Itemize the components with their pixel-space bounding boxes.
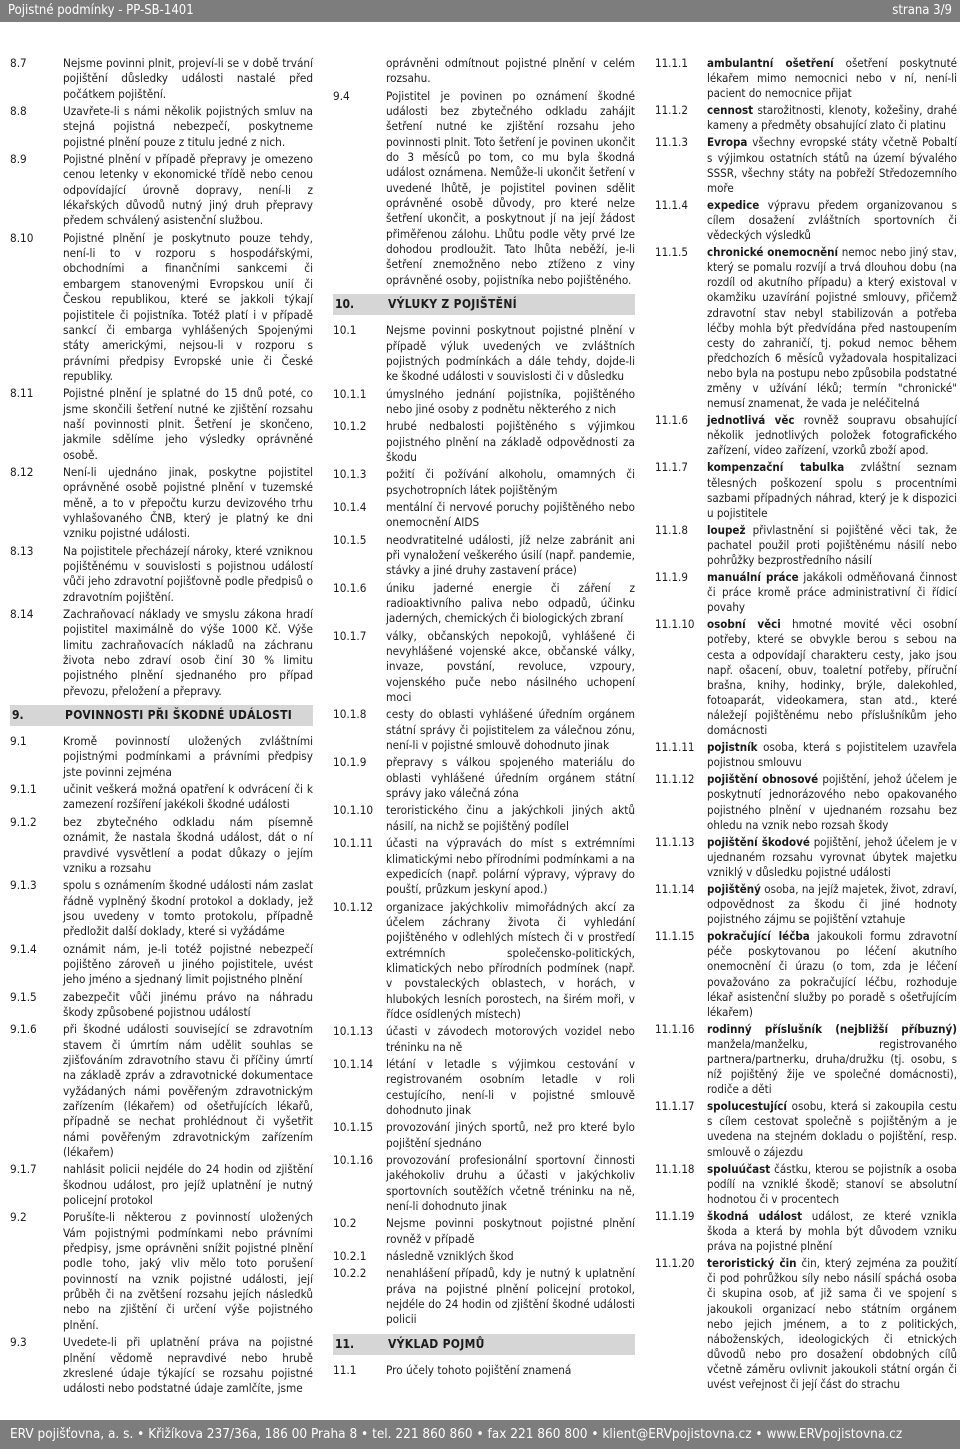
clause-number: 9.3 — [10, 1335, 27, 1350]
clause-number: 11.1.13 — [655, 834, 695, 849]
clause-item — [333, 1153, 635, 1214]
clause-text: událost, ze které vznikla škoda a která by mohla být důvodem vzniku práva na pojistné plnění — [707, 1208, 957, 1254]
clause-number: 9.1 — [10, 734, 27, 749]
clause-number: 10.2.1 — [333, 1249, 367, 1264]
clause-number: 8.13 — [10, 543, 34, 558]
defined-term: manuální práce — [707, 570, 799, 585]
clause-text: všechny evropské státy včetně Pobaltí s výjimkou ostatních států na území bývalého SSSR, všechny státy na pobřeží Středozemního moře — [707, 135, 957, 195]
clause-number: 9.1.6 — [10, 1022, 37, 1037]
clause-number: 10.1.10 — [333, 803, 374, 818]
clause-item — [333, 1216, 635, 1247]
clause-number: 10.1.1 — [333, 386, 367, 401]
clause-item — [333, 1266, 635, 1327]
clause-number: 9.1.4 — [10, 941, 37, 956]
defined-term: kompenzační tabulka — [707, 460, 845, 475]
clause-text: čin, který zejména za použití či pod pohrůžkou síly nebo násilí spáchá osoba či skupina osob, ať již sama či ve spojení s jakoukoli organizací nebo státním orgánem nebo jejich jménem, a to z politických, náboženských, ideologických či etnických důvodů nebo pro dosažení obdobných cílů včetně záměru ovlivnit jakoukoli státní orgán či uvést veřejnost či její část do strachu — [707, 1256, 958, 1391]
clause-number: 8.7 — [10, 56, 27, 70]
clause-item — [333, 533, 635, 579]
clause-number: 11.1.3 — [655, 135, 688, 150]
clause-text: osoba, na jejíž majetek, život, zdraví, odpovědnost za škodu či jiné hodnoty pojistného zájmu se pojištění vztahuje — [707, 881, 958, 927]
clause-item — [333, 836, 635, 897]
page-number: strana 3/9 — [892, 3, 952, 18]
clause-text: cesty do oblasti vyhlášené úředním orgánem státní správy či pojistitelem za válečnou zónu, není-li v pojistné smlouvě dohodnuto jinak — [386, 707, 635, 753]
clause-text: Pojistné plnění je poskytnuto pouze tehdy, není-li to v rozporu s hospodářskými, obchodními a finančními sankcemi či embargem stanovenými Evropskou unií či Českou republikou, které se jakkoli týkají pojistitele či pojistníka. Totéž platí i v případě sankcí či embarga vyhlášených Spojenými státy americkými, nejsou-li v rozporu s právními předpisy Evropské unie či České republiky. — [63, 230, 313, 383]
defined-term: pokračující léčba — [707, 929, 810, 944]
clause-number: 8.14 — [10, 607, 34, 622]
clause-text: spolu s oznámením škodné události nám zaslat řádně vyplněný škodní protokol a doklady, jež jsou uvedeny v tomto protokolu, případně předložit další doklady, které si vyžádáme — [63, 878, 313, 939]
clause-item — [333, 1363, 635, 1378]
clause-text: jakoukoli formu zdravotní péče poskytovanou po léčení akutního onemocnění či úrazu (o tom, zda je léčení považováno za pokračující léčbu, rozhoduje lékař asistenční služby po poradě s ošetřujícím lékařem) — [707, 929, 957, 1019]
clause-text: osoba, která s pojistitelem uzavřela pojistnou smlouvu — [707, 740, 957, 770]
clause-item — [10, 607, 313, 699]
section-title: POVINNOSTI PŘI ŠKODNÉ UDÁLOSTI — [65, 708, 293, 723]
defined-term: chronické onemocnění — [707, 245, 839, 260]
clause-number: 9.4 — [333, 88, 350, 103]
clause-text: Uvedete-li při uplatnění práva na pojistné plnění vědomě nepravdivé nebo hrubě zkreslené údaje týkající se rozsahu pojistné události nebo podstatné údaje zamlčíte, jsme — [63, 1335, 313, 1396]
defined-term: Evropa — [707, 135, 748, 150]
clause-number: 11.1.12 — [655, 772, 695, 787]
page-footer: ERV pojišťovna, a. s. • Křižíkova 237/36a, 186 00 Praha 8 • tel. 221 860 860 • fax 221 860 800 • klient@ERVpojistovna.cz • www.ERVpojistovna.cz — [0, 1420, 960, 1449]
clause-item — [655, 1162, 957, 1207]
clause-item — [333, 323, 635, 384]
clause-number: 10.1.7 — [333, 628, 367, 643]
clause-number: 10.1.2 — [333, 419, 367, 434]
clause-number: 9.2 — [10, 1210, 27, 1225]
clause-item — [10, 878, 313, 939]
clause-item — [10, 1022, 313, 1160]
clause-item — [333, 89, 635, 288]
defined-term: pojištěný — [707, 881, 761, 896]
clause-text: pojištění, jehož účelem je v ujednaném rozsahu vyrovnat úbytek majetku vzniklý v důsledku pojistné události — [707, 834, 957, 879]
clause-number: 9.1.7 — [10, 1162, 37, 1177]
clause-number: 11.1.2 — [655, 103, 688, 118]
clause-text: úmyslného jednání pojistníka, pojištěného nebo jiné osoby z podnětu některého z nich — [386, 386, 635, 416]
clause-number: 9.1.2 — [10, 814, 37, 829]
clause-text: manžela/manželku, registrovaného partnera/partnerku, druha/družku (tj. osobu, s níž pojištěný žije ve společné domácnosti), rodiče a děti — [707, 1036, 957, 1097]
clause-item — [333, 629, 635, 706]
clause-item — [333, 803, 635, 834]
clause-text: neodvratitelné události, jíž nelze zabránit ani při vynaložení veškerého úsilí (např. pandemie, stávky a jiné druhy zastavení práce) — [386, 532, 635, 578]
clause-number: 8.10 — [10, 230, 34, 245]
defined-term: pojištění škodové — [707, 834, 810, 849]
clause-number: 8.11 — [10, 386, 34, 401]
clause-text: teroristického činu a jakýchkoli jiných aktů násilí, na nichž se pojištěný podílel — [386, 803, 635, 833]
clause-item — [655, 413, 957, 458]
clause-text: mentální či nervové poruchy pojištěného nebo onemocnění AIDS — [386, 499, 635, 530]
clause-text: bez zbytečného odkladu nám písemně oznámit, že nastala škodná událost, dát o ní pravdivé vysvětlení a podat důkazy o jejím vzniku a rozsahu — [63, 814, 313, 875]
clause-number: 10.1.5 — [333, 532, 367, 547]
clause-number: 10.1.4 — [333, 499, 367, 514]
clause-item — [655, 523, 957, 568]
section-number: 9. — [12, 708, 24, 723]
clause-text: přepravy s válkou spojeného materiálu do oblasti vyhlášené úředním orgánem státní správy jako válečná zóna — [386, 755, 635, 801]
section-title: VÝKLAD POJMŮ — [388, 1336, 485, 1351]
clause-number: 8.8 — [10, 104, 27, 119]
clause-text: Nejsme povinni poskytnout pojistné plnění v případě výluk uvedených ve zvláštních pojistných podmínkách a dále tehdy, dojde-li ke škodné události v souvislosti či v důsledku — [386, 323, 635, 384]
clause-item — [10, 990, 313, 1021]
clause-item — [333, 387, 635, 418]
clause-item — [10, 104, 313, 150]
section-number: 11. — [335, 1336, 355, 1351]
clause-text: přivlastnění si pojištěné věci tak, že pachatel použil proti pojištěnému násilí nebo pohrůžky bezprostředního násilí — [707, 522, 957, 567]
clause-item — [333, 1057, 635, 1118]
column-right — [655, 56, 957, 1394]
clause-number: 10.1.12 — [333, 899, 374, 914]
clause-text: Pojistitel je povinen po oznámení škodné události bez zbytečného odkladu zahájit šetření nutné ke zjištění rozsahu jeho povinnosti plnit. Toto šetření je povinen ukončit do 3 měsíců po tom, co mu byla škodná událost oznámena. Nemůže-li ukončit šetření v uvedené lhůtě, je pojistitel povinen sdělit oprávněné osobě důvody, pro které nelze šetření ukončit, a poskytnout jí na její žádost přiměřenou zálohu. Lhůtu podle věty prvé lze dohodou prodloužit. Tato lhůta neběží, je-li šetření znemožněno nebo ztíženo z viny oprávněné osoby, pojistníka nebo pojištěného. — [386, 88, 635, 287]
clause-number: 10.1 — [333, 323, 357, 338]
clause-number: 10.2 — [333, 1216, 357, 1231]
clause-number: 11.1.4 — [655, 197, 688, 212]
clause-number: 10.1.3 — [333, 467, 367, 482]
clause-text: nenahlášení případů, kdy je nutný k uplatnění práva na pojistné plnění policejní protokol, nejdéle do 24 hodin od zjištění škodné události policii — [386, 1266, 635, 1327]
clause-item — [655, 882, 957, 927]
clause-item — [655, 617, 957, 738]
clause-text: úniku jaderné energie či záření z radioaktivního paliva nebo odpadů, účinku jaderných, chemických či biologických zbraní — [386, 580, 635, 626]
clause-text: Uzavřete-li s námi několik pojistných smluv na stejná pojistná nebezpečí, poskytneme pojistné plnění pouze z titulu jedné z nich. — [63, 104, 313, 149]
clause-number: 10.1.6 — [333, 580, 367, 595]
clause-number: 11.1.9 — [655, 570, 688, 585]
clause-number: 11.1 — [333, 1362, 357, 1377]
defined-term: ambulantní ošetření — [707, 56, 834, 70]
clause-text: hmotné movité věci osobní potřeby, které se obvykle berou s sebou na cesta a odpovídají charakteru cesty, jako jsou např. ošacení, obuv, toaletní potřeby, příruční brašna, knihy, hodinky, brýle, dalekohled, fotoaparát, videokamera, stan atd., které náležejí pojištěnému nebo příslušníkům jeho domácnosti — [707, 617, 957, 738]
section-heading — [333, 1334, 635, 1355]
column-middle — [333, 56, 635, 1380]
clause-text: hrubé nedbalosti pojištěného s výjimkou pojistného plnění na základě odpovědnosti za škodu — [386, 419, 635, 464]
defined-term: cennost — [707, 103, 754, 118]
clause-number: 10.1.8 — [333, 707, 367, 722]
defined-term: pojistník — [707, 740, 758, 755]
defined-term: jednotlivá věc — [707, 413, 795, 428]
defined-term: expedice — [707, 197, 760, 212]
clause-item — [10, 152, 313, 229]
clause-item — [655, 198, 957, 243]
clause-number: 11.1.14 — [655, 881, 695, 896]
column-left — [10, 56, 313, 1399]
section-heading — [10, 705, 313, 726]
clause-number: 11.1.11 — [655, 740, 695, 755]
section-title: VÝLUKY Z POJIŠTĚNÍ — [388, 297, 517, 312]
clause-number: 10.1.16 — [333, 1153, 374, 1168]
clause-number: 10.2.2 — [333, 1266, 367, 1281]
clause-number: 10.1.15 — [333, 1120, 374, 1135]
clause-item — [333, 1024, 635, 1055]
clause-text: nahlásit policii nejdéle do 24 hodin od zjištění škodnou událost, pro jejíž uplatnění je nutný policejní protokol — [63, 1162, 313, 1208]
clause-text: jakákoli odměňovaná činnost či práce kromě práce administrativní či řídicí povahy — [707, 570, 957, 615]
clause-text: oznámit nám, je-li totéž pojistné nebezpečí pojištěno zároveň u jiného pojistitele, uvést jeho jméno a sjednaný limit pojistného plnění — [63, 941, 313, 987]
clause-item — [10, 1162, 313, 1208]
clause-item — [10, 734, 313, 780]
clause-item — [10, 544, 313, 605]
clause-item — [655, 1256, 957, 1392]
defined-term: osobní věci — [707, 617, 781, 632]
clause-text: požití či požívání alkoholu, omamných či psychotropních látek pojištěným — [386, 467, 635, 497]
clause-number: 10.1.13 — [333, 1024, 374, 1039]
clause-number: 10.1.11 — [333, 836, 374, 851]
clause-item — [10, 1210, 313, 1333]
clause-number: 11.1.7 — [655, 460, 688, 475]
clause-number: 11.1.19 — [655, 1208, 695, 1223]
clause-text: Nejsme povinni poskytnout pojistné plnění rovněž v případě — [386, 1216, 635, 1246]
clause-item — [10, 782, 313, 813]
continued-text: oprávněni odmítnout pojistné plnění v celém rozsahu. — [386, 56, 635, 86]
clause-item — [655, 103, 957, 133]
clause-item — [10, 56, 313, 102]
clause-text: následně vzniklých škod — [386, 1249, 514, 1264]
clause-item — [655, 929, 957, 1020]
clause-text: organizace jakýchkoliv mimořádných akcí za účelem záchrany života či vyhledání pojištěného v odlehlých místech či v prostředí extrémních společensko-politických, klimatických nebo přírodních podmínek (např. v povstaleckých oblastech, v horách, v hlubokých lesních porostech, na širém moři, v řídce osídlených místech) — [386, 899, 635, 1021]
clause-number: 11.1.16 — [655, 1021, 695, 1036]
clause-number: 11.1.17 — [655, 1099, 695, 1114]
section-heading — [333, 294, 635, 315]
clause-text: létání v letadle s výjimkou cestování v registrovaném osobním letadle v roli cestujícího, není-li v pojistné smlouvě dohodnuto jinak — [386, 1056, 635, 1117]
clause-number: 11.1.1 — [655, 56, 688, 70]
clause-text: provozování jiných sportů, než pro které bylo pojištění sjednáno — [386, 1120, 635, 1150]
clause-item — [10, 1335, 313, 1396]
clause-text: rovněž soupravu obsahující několik jednotlivých položek fotografického zařízení, video zařízení, vzorků zboží apod. — [707, 413, 957, 458]
clause-text: nemoc nebo jiný stav, který se pomalu rozvíjí a trvá dlouhou dobu (na rozdíl od akutního případu) a který existoval v okamžiku uzavírání pojistné smlouvy, přičemž zdravotní stav nebyl stabilizován a potřeba léčby mohla být předvídána před nastoupením cesty do zahraničí, tj. pokud nemoc během předchozích 6 měsíců vyžadovala hospitalizaci nebo byla na postupu nebo způsobila podstatné změny v užívání léků; termín "chronické" nemusí znamenat, že vada je neléčitelná — [707, 245, 957, 411]
clause-text: Porušíte-li některou z povinností uložených Vám pojistnými podmínkami nebo právními předpisy, jsme oprávněni snížit pojistné plnění podle toho, jaký vliv mělo toto porušení povinností na vznik pojistné události, její průběh či na zvětšení rozsahu jejích následků nebo na zjištění či určení výše pojistného plnění. — [63, 1210, 313, 1332]
clause-item — [10, 386, 313, 463]
clause-text: Nejsme povinni plnit, projeví-li se v době trvání pojištění důsledky události nastalé před počátkem pojištění. — [63, 56, 313, 101]
clause-number: 11.1.8 — [655, 522, 688, 537]
clause-item — [655, 1022, 957, 1097]
clause-text: Kromě povinností uložených zvláštními pojistnými podmínkami a právními předpisy jste povinni zejména — [63, 734, 313, 779]
defined-term: teroristický čin — [707, 1256, 797, 1271]
clause-item — [655, 1209, 957, 1254]
clause-item — [333, 1120, 635, 1151]
clause-item — [655, 740, 957, 770]
clause-text: při škodné události související se zdravotním stavem či úmrtím nám udělit souhlas se zjišťováním zdravotního stavu či příčiny úmrtí na základě zpráv a zdravotnické dokumentace vyžádaných námi pověřeným zdravotnickým zařízením (lékařem) od ošetřujících lékařů, případně se nechat prohlédnout či vyšetřit námi pověřeným zdravotnickým zařízením (lékařem) — [63, 1022, 313, 1160]
clause-text: zabezpečit vůči jinému právo na náhradu škody způsobené pojistnou událostí — [63, 989, 313, 1019]
clause-number: 11.1.18 — [655, 1161, 695, 1176]
clause-item — [655, 245, 957, 411]
clause-text: Pojistné plnění v případě přepravy je omezeno cenou letenky v ekonomické třídě nebo cenou odpovídající úrovně dopravy, není-li z lékařských důvodů nutný jiný druh přepravy předem schválený asistenční službou. — [63, 152, 313, 228]
clause-text: pojištění, jehož účelem je poskytnutí jednorázového nebo opakovaného pojistného plnění v ujednaném rozsahu bez ohledu na vznik nebo rozsah škody — [707, 772, 957, 832]
clause-text: Na pojistitele přecházejí nároky, které vzniknou pojištěnému v souvislosti s pojistnou událostí vůči jeho zdravotní pojišťovně podle předpisů o zdravotním pojištění. — [63, 543, 313, 604]
defined-term: škodná událost — [707, 1208, 803, 1223]
clause-item — [333, 500, 635, 531]
clause-text: částku, kterou se pojistník a osoba podílí na vzniklé škodě; stanoví se absolutní hodnotou či v procentech — [707, 1161, 957, 1206]
clause-number: 11.1.5 — [655, 245, 688, 260]
clause-item — [655, 56, 957, 101]
clause-text: provozování profesionální sportovní činnosti jakéhokoliv druhu a účasti v jakýchkoliv sportovních soutěžích včetně tréninku na ně, není-li dohodnuto jinak — [386, 1153, 635, 1214]
clause-number: 11.1.15 — [655, 929, 695, 944]
clause-text: starožitnosti, klenoty, kožešiny, drahé kameny a předměty obsahující zlato či platinu — [707, 103, 957, 133]
clause-item — [655, 135, 957, 195]
defined-term: spolucestující — [707, 1099, 787, 1114]
clause-number: 9.1.1 — [10, 782, 37, 797]
clause-text: osobu, která si zakoupila cestu s cílem cestovat společně s pojištěným a je uvedena na stejném dokladu o pojištění, resp. smlouvě o zájezdu — [707, 1099, 957, 1159]
defined-term: pojištění obnosové — [707, 772, 819, 787]
clause-item — [333, 419, 635, 465]
clause-number: 11.1.6 — [655, 413, 688, 428]
clause-text: učinit veškerá možná opatření k odvrácení či k zamezení rozšíření jakékoli škodné události — [63, 782, 313, 812]
clause-text: Pojistné plnění je splatné do 15 dnů poté, co jsme skončili šetření nutné ke zjištění rozsahu naší povinnosti plnit. Šetření je skončeno, jakmile sdělíme jeho výsledky oprávněné osobě. — [63, 386, 313, 462]
clause-number: 11.1.10 — [655, 617, 695, 632]
clause-number: 8.9 — [10, 152, 27, 167]
clause-item — [10, 942, 313, 988]
page-header — [0, 0, 960, 22]
clause-text: Není-li ujednáno jinak, poskytne pojistitel oprávněné osobě pojistné plnění v tuzemské měně, a to v přepočtu kurzu devizového trhu vyhlašovaného ČNB, který je platný ke dni vzniku pojistné události. — [63, 464, 313, 541]
clause-item — [333, 755, 635, 801]
clause-text: války, občanských nepokojů, vyhlášené či nevyhlášené vojenské akce, občanské války, invaze, povstání, revoluce, vzpoury, vojenského puče nebo násilného uchopení moci — [386, 628, 635, 705]
clause-item — [655, 772, 957, 832]
defined-term: rodinný příslušník (nejbližší příbuzný) — [707, 1021, 957, 1036]
clause-text: Pro účely tohoto pojištění znamená — [386, 1362, 572, 1377]
clause-item — [333, 467, 635, 498]
clause-item — [10, 465, 313, 542]
clause-number: 11.1.20 — [655, 1256, 695, 1271]
clause-number: 8.12 — [10, 464, 34, 479]
clause-item — [655, 570, 957, 615]
clause-number: 9.1.5 — [10, 989, 37, 1004]
section-number: 10. — [335, 297, 355, 312]
clause-number: 10.1.14 — [333, 1056, 374, 1071]
clause-number: 9.1.3 — [10, 878, 37, 893]
defined-term: spoluúčast — [707, 1161, 771, 1176]
clause-item — [655, 460, 957, 520]
clause-text: ošetření poskytnuté lékařem mimo nemocnici nebo v ní, není-li pacient do nemocnice přijat — [707, 56, 957, 101]
clause-item — [655, 835, 957, 880]
clause-text: Zachraňovací náklady ve smyslu zákona hradí pojistitel maximálně do výše 1000 Kč. Výše limitu zachraňovacích nákladů na záchranu života nebo zdraví osob činí 30 % limitu pojistného plnění sjednaného pro případ převozu, přeložení a přepravy. — [63, 607, 313, 698]
defined-term: loupež — [707, 522, 746, 537]
clause-text: zvláštní seznam tělesných poškození spolu s procentními sazbami případných náhrad, který je k dispozici u pojistitele — [707, 460, 957, 520]
clause-item — [333, 900, 635, 1023]
clause-item — [655, 1099, 957, 1159]
clause-item — [10, 231, 313, 384]
clause-text: účasti v závodech motorových vozidel nebo tréninku na ně — [386, 1024, 635, 1054]
document-title: Pojistné podmínky - PP-SB-1401 — [8, 3, 194, 18]
clause-item — [333, 581, 635, 627]
clause-item — [333, 707, 635, 753]
clause-text: účasti na výpravách do míst s extrémními klimatickými nebo přírodními podmínkami a na expedicích (např. polární výpravy, výpravy do pouští, průzkum jeskyní apod.) — [386, 836, 635, 897]
clause-item — [10, 815, 313, 876]
clause-number: 10.1.9 — [333, 755, 367, 770]
clause-text: výpravu předem organizovanou s cílem dosažení zvláštních sportovních či vědeckých výsledků — [707, 197, 957, 243]
clause-item — [333, 1249, 635, 1264]
